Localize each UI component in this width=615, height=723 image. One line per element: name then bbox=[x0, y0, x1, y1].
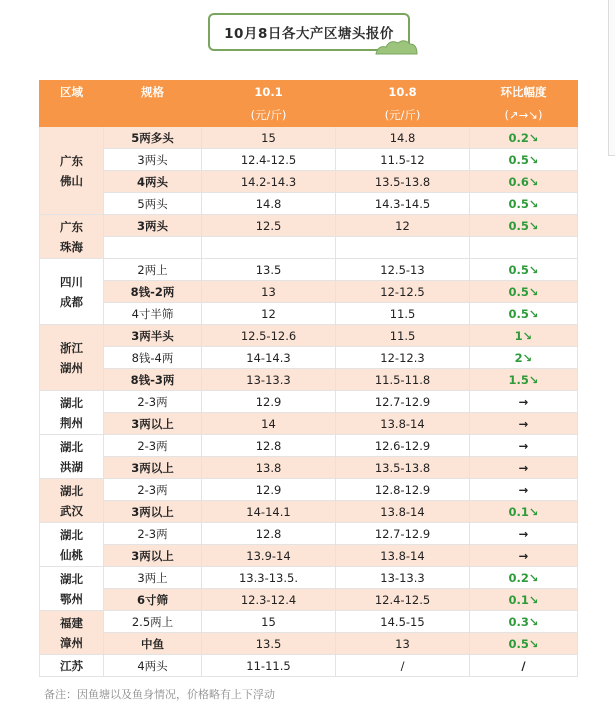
price-oct8-cell: / bbox=[336, 655, 470, 677]
price-oct8-cell: 13-13.3 bbox=[336, 567, 470, 589]
spec-cell: 3两上 bbox=[104, 567, 202, 589]
change-value: 1.5↘ bbox=[508, 372, 539, 387]
change-cell bbox=[470, 281, 578, 303]
price-oct1-cell: 14.8 bbox=[202, 193, 336, 215]
change-value: 0.5↘ bbox=[508, 218, 539, 233]
change-value: → bbox=[518, 460, 529, 475]
region-label: 广东 bbox=[60, 153, 83, 168]
price-oct1-cell: 14-14.3 bbox=[202, 347, 336, 369]
change-cell bbox=[470, 149, 578, 171]
change-cell bbox=[470, 347, 578, 369]
price-oct8-cell: 11.5 bbox=[336, 303, 470, 325]
change-value: 0.5↘ bbox=[508, 284, 539, 299]
table-row bbox=[40, 655, 578, 677]
spec-cell: 8钱-2两 bbox=[104, 281, 202, 303]
price-oct1-cell: 13.3-13.5. bbox=[202, 567, 336, 589]
table-row bbox=[40, 391, 578, 413]
price-oct8-cell: 13.5-13.8 bbox=[336, 171, 470, 193]
spec-cell: 3两头 bbox=[104, 149, 202, 171]
price-oct1-cell: 14 bbox=[202, 413, 336, 435]
region-label: 江苏 bbox=[60, 658, 83, 673]
header-date1-unit: (元/斤) bbox=[202, 104, 336, 127]
header-region: 区域 bbox=[40, 81, 104, 127]
spec-cell: 8钱-4两 bbox=[104, 347, 202, 369]
region-label: 四川 bbox=[60, 274, 83, 289]
table-row bbox=[40, 325, 578, 347]
page-title: 10月8日各大产区塘头报价 bbox=[208, 13, 410, 51]
region-cell bbox=[40, 655, 104, 677]
region-cell bbox=[40, 215, 104, 259]
price-oct1-cell: 15 bbox=[202, 127, 336, 149]
region-cell bbox=[40, 611, 104, 655]
spec-cell: 2-3两 bbox=[104, 391, 202, 413]
price-oct1-cell bbox=[202, 237, 336, 259]
price-oct1-cell: 14-14.1 bbox=[202, 501, 336, 523]
spec-cell: 4两头 bbox=[104, 171, 202, 193]
price-oct1-cell: 12 bbox=[202, 303, 336, 325]
price-oct8-cell: 13 bbox=[336, 633, 470, 655]
change-value: 0.5↘ bbox=[508, 196, 539, 211]
change-cell bbox=[470, 567, 578, 589]
price-oct1-cell: 12.9 bbox=[202, 479, 336, 501]
change-cell bbox=[470, 171, 578, 193]
change-cell bbox=[470, 369, 578, 391]
price-oct8-cell: 12-12.3 bbox=[336, 347, 470, 369]
price-oct1-cell: 12.8 bbox=[202, 435, 336, 457]
spec-cell: 3两以上 bbox=[104, 545, 202, 567]
change-value: 0.5↘ bbox=[508, 636, 539, 651]
price-table bbox=[39, 80, 578, 677]
change-cell bbox=[470, 237, 578, 259]
region-label: 鄂州 bbox=[60, 591, 83, 606]
change-cell bbox=[470, 391, 578, 413]
spec-cell: 2-3两 bbox=[104, 435, 202, 457]
spec-cell: 2两上 bbox=[104, 259, 202, 281]
change-value: 0.3↘ bbox=[508, 614, 539, 629]
spec-cell: 4两头 bbox=[104, 655, 202, 677]
region-cell bbox=[40, 435, 104, 479]
region-label: 湖北 bbox=[60, 395, 83, 410]
spec-cell: 2-3两 bbox=[104, 523, 202, 545]
table-row bbox=[40, 369, 578, 391]
region-cell bbox=[40, 325, 104, 391]
price-oct1-cell: 13-13.3 bbox=[202, 369, 336, 391]
header-change-unit: (↗→↘) bbox=[470, 104, 578, 127]
change-value: 0.5↘ bbox=[508, 306, 539, 321]
change-cell bbox=[470, 303, 578, 325]
price-oct8-cell: 12.8-12.9 bbox=[336, 479, 470, 501]
spec-cell: 5两多头 bbox=[104, 127, 202, 149]
region-label: 珠海 bbox=[60, 239, 83, 254]
price-oct1-cell: 15 bbox=[202, 611, 336, 633]
price-oct8-cell: 12.5-13 bbox=[336, 259, 470, 281]
price-oct8-cell: 12-12.5 bbox=[336, 281, 470, 303]
region-label: 仙桃 bbox=[60, 547, 83, 562]
spec-cell: 2-3两 bbox=[104, 479, 202, 501]
price-oct8-cell: 11.5 bbox=[336, 325, 470, 347]
change-cell bbox=[470, 501, 578, 523]
price-oct8-cell: 13.5-13.8 bbox=[336, 457, 470, 479]
change-cell bbox=[470, 259, 578, 281]
table-row bbox=[40, 171, 578, 193]
price-oct8-cell: 12.6-12.9 bbox=[336, 435, 470, 457]
spec-cell: 8钱-3两 bbox=[104, 369, 202, 391]
price-oct8-cell: 11.5-11.8 bbox=[336, 369, 470, 391]
change-value: 0.5↘ bbox=[508, 262, 539, 277]
price-oct8-cell: 12 bbox=[336, 215, 470, 237]
change-cell bbox=[470, 457, 578, 479]
price-oct1-cell: 13.5 bbox=[202, 633, 336, 655]
table-row bbox=[40, 281, 578, 303]
price-oct1-cell: 12.3-12.4 bbox=[202, 589, 336, 611]
price-oct1-cell: 11-11.5 bbox=[202, 655, 336, 677]
price-oct1-cell: 13.5 bbox=[202, 259, 336, 281]
price-oct8-cell: 11.5-12 bbox=[336, 149, 470, 171]
change-value: → bbox=[518, 438, 529, 453]
region-cell bbox=[40, 391, 104, 435]
header-date2: 10.8 bbox=[336, 81, 470, 104]
change-cell bbox=[470, 435, 578, 457]
table-row bbox=[40, 413, 578, 435]
table-row bbox=[40, 523, 578, 545]
region-label: 湖北 bbox=[60, 527, 83, 542]
spec-cell: 3两半头 bbox=[104, 325, 202, 347]
change-value: → bbox=[518, 548, 529, 563]
spec-cell: 6寸筛 bbox=[104, 589, 202, 611]
region-label: 荆州 bbox=[60, 415, 83, 430]
table-row bbox=[40, 215, 578, 237]
table-row bbox=[40, 501, 578, 523]
price-oct1-cell: 12.5-12.6 bbox=[202, 325, 336, 347]
table-row bbox=[40, 193, 578, 215]
table-row bbox=[40, 149, 578, 171]
price-oct8-cell: 12.7-12.9 bbox=[336, 523, 470, 545]
price-oct1-cell: 14.2-14.3 bbox=[202, 171, 336, 193]
price-oct8-cell: 12.4-12.5 bbox=[336, 589, 470, 611]
region-cell bbox=[40, 127, 104, 215]
change-value: → bbox=[518, 394, 529, 409]
spec-cell: 3两以上 bbox=[104, 501, 202, 523]
price-oct8-cell bbox=[336, 237, 470, 259]
table-row bbox=[40, 589, 578, 611]
region-label: 漳州 bbox=[60, 635, 83, 650]
region-label: 湖北 bbox=[60, 439, 83, 454]
change-cell bbox=[470, 655, 578, 677]
price-oct1-cell: 13.9-14 bbox=[202, 545, 336, 567]
change-cell bbox=[470, 633, 578, 655]
change-value: 0.1↘ bbox=[508, 504, 539, 519]
table-row bbox=[40, 479, 578, 501]
price-oct8-cell: 12.7-12.9 bbox=[336, 391, 470, 413]
header-change: 环比幅度 bbox=[470, 81, 578, 104]
table-row bbox=[40, 567, 578, 589]
table-row bbox=[40, 259, 578, 281]
region-cell bbox=[40, 523, 104, 567]
change-cell bbox=[470, 127, 578, 149]
spec-cell: 4寸半筛 bbox=[104, 303, 202, 325]
table-row bbox=[40, 237, 578, 259]
change-value: → bbox=[518, 416, 529, 431]
price-oct8-cell: 13.8-14 bbox=[336, 413, 470, 435]
price-oct8-cell: 13.8-14 bbox=[336, 501, 470, 523]
table-row bbox=[40, 545, 578, 567]
region-cell bbox=[40, 479, 104, 523]
table-row bbox=[40, 303, 578, 325]
change-value: / bbox=[521, 658, 526, 673]
change-value: 2↘ bbox=[514, 350, 533, 365]
region-label: 武汉 bbox=[60, 503, 83, 518]
table-row bbox=[40, 611, 578, 633]
header-date2-unit: (元/斤) bbox=[336, 104, 470, 127]
change-value: → bbox=[518, 526, 529, 541]
region-label: 成都 bbox=[60, 294, 83, 309]
change-value: 1↘ bbox=[514, 328, 533, 343]
header-spec: 规格 bbox=[104, 81, 202, 127]
region-label: 湖北 bbox=[60, 483, 83, 498]
change-cell bbox=[470, 193, 578, 215]
region-cell bbox=[40, 567, 104, 611]
change-value: 0.2↘ bbox=[508, 570, 539, 585]
region-label: 福建 bbox=[60, 615, 83, 630]
table-row bbox=[40, 347, 578, 369]
price-table-body bbox=[40, 127, 578, 677]
cloud-decoration-icon bbox=[374, 37, 418, 55]
change-value: 0.5↘ bbox=[508, 152, 539, 167]
region-label: 湖北 bbox=[60, 571, 83, 586]
price-oct1-cell: 12.4-12.5 bbox=[202, 149, 336, 171]
region-label: 广东 bbox=[60, 219, 83, 234]
change-value: 0.1↘ bbox=[508, 592, 539, 607]
change-value: → bbox=[518, 482, 529, 497]
spec-cell: 3两以上 bbox=[104, 457, 202, 479]
price-oct8-cell: 14.8 bbox=[336, 127, 470, 149]
price-oct1-cell: 13.8 bbox=[202, 457, 336, 479]
title-banner bbox=[208, 13, 410, 51]
spec-cell: 5两头 bbox=[104, 193, 202, 215]
header-date1: 10.1 bbox=[202, 81, 336, 104]
change-cell bbox=[470, 325, 578, 347]
region-label: 佛山 bbox=[60, 173, 83, 188]
spec-cell: 3两头 bbox=[104, 215, 202, 237]
table-row bbox=[40, 457, 578, 479]
change-cell bbox=[470, 589, 578, 611]
table-row bbox=[40, 435, 578, 457]
scrollbar[interactable] bbox=[608, 0, 615, 156]
change-cell bbox=[470, 479, 578, 501]
spec-cell: 中鱼 bbox=[104, 633, 202, 655]
footnote: 备注：因鱼塘以及鱼身情况，价格略有上下浮动 bbox=[44, 688, 275, 701]
change-cell bbox=[470, 523, 578, 545]
change-value: 0.6↘ bbox=[508, 174, 539, 189]
change-value: 0.2↘ bbox=[508, 130, 539, 145]
region-label: 洪湖 bbox=[60, 459, 83, 474]
change-cell bbox=[470, 413, 578, 435]
price-oct1-cell: 12.5 bbox=[202, 215, 336, 237]
region-cell bbox=[40, 259, 104, 325]
change-cell bbox=[470, 611, 578, 633]
table-row bbox=[40, 633, 578, 655]
region-label: 浙江 bbox=[60, 340, 83, 355]
spec-cell: 2.5两上 bbox=[104, 611, 202, 633]
region-label: 湖州 bbox=[60, 360, 83, 375]
price-oct1-cell: 12.8 bbox=[202, 523, 336, 545]
spec-cell: 3两以上 bbox=[104, 413, 202, 435]
price-oct8-cell: 13.8-14 bbox=[336, 545, 470, 567]
change-cell bbox=[470, 215, 578, 237]
table-row bbox=[40, 127, 578, 149]
price-oct8-cell: 14.5-15 bbox=[336, 611, 470, 633]
change-cell bbox=[470, 545, 578, 567]
spec-cell bbox=[104, 237, 202, 259]
price-oct8-cell: 14.3-14.5 bbox=[336, 193, 470, 215]
price-oct1-cell: 12.9 bbox=[202, 391, 336, 413]
price-oct1-cell: 13 bbox=[202, 281, 336, 303]
